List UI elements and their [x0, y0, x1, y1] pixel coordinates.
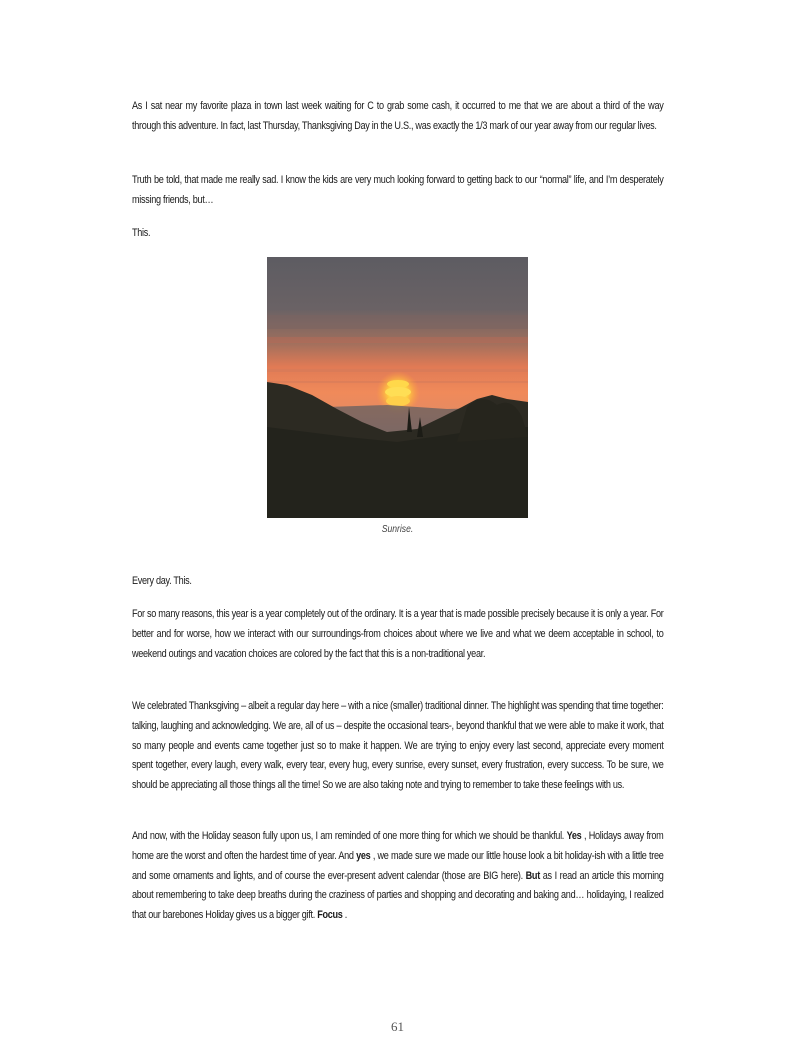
- paragraph-text: [132, 827, 663, 926]
- paragraph-text: Truth be told, that made me really sad. I know the kids are very much looking forward to getting back to our “normal” life, and I’m desperately missing friends, but…: [132, 174, 664, 206]
- paragraph-plaza: [132, 97, 664, 137]
- text-run: And now, with the Holiday season fully upon us, I am reminded of one more thing for which we should be thankful.: [132, 830, 567, 842]
- bold-focus: Focus: [317, 909, 343, 922]
- paragraph-thanksgiving: [132, 697, 664, 796]
- paragraph-text: Every day. This.: [132, 575, 192, 587]
- paragraph-text: We celebrated Thanksgiving – albeit a regular day here – with a nice (smaller) traditional dinner. The highlight was spending that time together: talking, laughing and acknowledging. We are, all of us – despite the occasional tears-, beyond thankful that we were able to make it work, that so many people and events came together just so to make it happen. We are trying to enjoy every last second, appreciate every moment spent together, every laugh, every walk, every tear, every hug, every sunrise, every sunset, every frustration, every success. To be sure, we should be appreciating all those things all the time! So we are also taking note and trying to remember to take these feelings with us.: [132, 700, 664, 792]
- paragraph-every-day: [132, 572, 590, 592]
- text-run: , we made sure we made our little house look a bit holiday-ish with a little tree and some ornaments and lights, and of course the ever-present advent calendar (those are BIG here).: [132, 849, 664, 882]
- paragraph-reasons: [132, 605, 664, 664]
- bold-but: But: [525, 869, 540, 882]
- bold-yes: Yes: [566, 830, 582, 842]
- paragraph-holidays: [132, 827, 664, 926]
- page-number: 61: [391, 1019, 404, 1034]
- text-run: .: [342, 909, 347, 922]
- text-run: as I read an article this morning about remembering to take deep breaths during the craziness of parties and shopping and decorating and baking and… holidaying, I realized that our barebones Holiday gives us a bigger gift.: [132, 869, 664, 922]
- paragraph-truth: [132, 171, 664, 211]
- paragraph-text: For so many reasons, this year is a year completely out of the ordinary. It is a year that is made possible precisely because it is only a year. For better and for worse, how we interact with our surroundings-from choices about where we live and what we deem acceptable in school, to weekend outings and vacation choices are colored by the fact that this is a non-traditional year.: [132, 608, 664, 660]
- figure-caption: Sunrise.: [381, 524, 414, 535]
- text-run: , Holidays away from home are the worst and often the hardest time of year. And: [132, 830, 664, 862]
- paragraph-text: This.: [132, 227, 151, 239]
- paragraph-this: [132, 224, 590, 244]
- bold-yes-lower: yes: [356, 849, 371, 862]
- paragraph-text: As I sat near my favorite plaza in town last week waiting for C to grab some cash, it occurred to me that we are about a third of the way through this adventure. In fact, last Thursday, Thanksgiving Day in the U.S., was exactly the 1/3 mark of our year away from our regular lives.: [132, 100, 664, 132]
- sunrise-photo: [267, 257, 528, 518]
